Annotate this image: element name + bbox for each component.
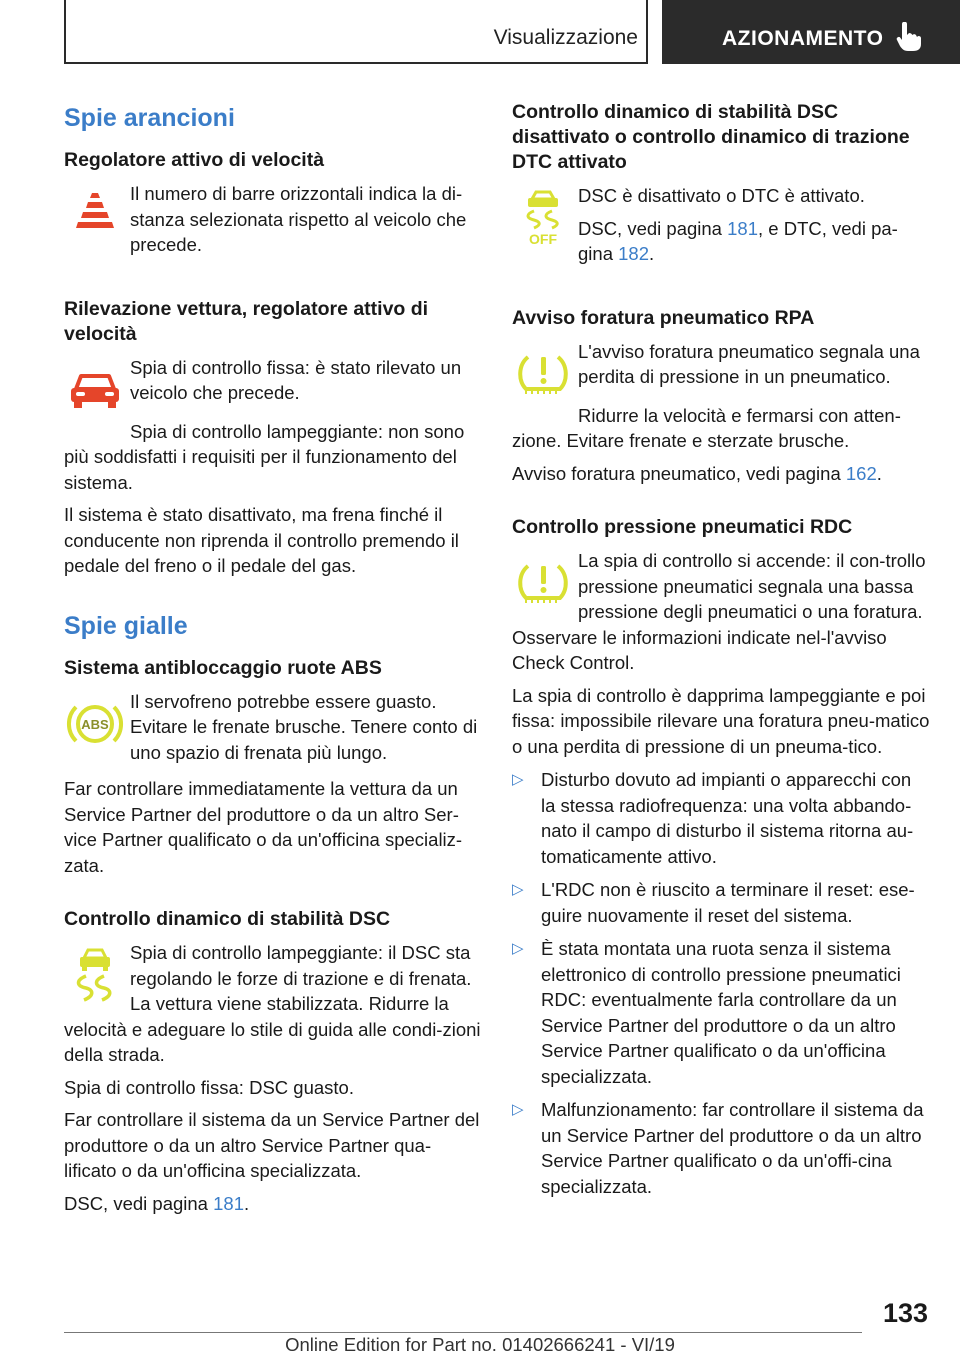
dsc-skid-icon [64,944,126,1004]
footer-divider [64,1332,862,1333]
detect-block [64,355,482,419]
tire-pressure-rdc-icon [512,552,574,612]
dsc-off-icon-text: OFF [529,231,557,247]
cruise-block [64,181,482,265]
list-item-text: Malfunzionamento: far controllare il sistema da un Service Partner del produttore o da un altro Service Partner qualificato o da un'offi-cina specializzata. [541,1099,924,1197]
rdc-title: Controllo pressione pneumatici RDC [512,516,853,538]
rpa-title: Avviso foratura pneumatico RPA [512,306,815,329]
rpa-text-1: L'avviso foratura pneumatico segnala una perdita di pressione in un pneumatico. [578,340,920,387]
dscoff-ref-a: DSC, vedi pagina [578,217,728,239]
dsc-reference [64,1191,482,1217]
list-item-text: È stata montata una ruota senza il sistema elettronico di controllo pressione pneumatici RDC: eventualmente farla controllare da un Service Partner del produttore o da un altro Service Partner qualificato o da un'officina specializzata. [541,938,901,1087]
dsc-text-1: Spia di controllo lampeggiante: il DSC sta regolando le forze di trazione e di frenata. La vettura viene stabilizzata. Ridurre la velocità e adeguare lo stile di guida alle condi-zioni della strada. [64,942,481,1065]
rdc-bullet-list [512,767,930,1199]
rpa-reference [512,461,930,487]
dsc-off-icon [512,187,574,247]
triangle-bullet-icon: ▷ [512,1101,524,1118]
rdc-text-2: La spia di controllo è dapprima lampeggiante e poi fissa: impossibile rilevare una foratura pneu-matico o una perdita di pressione di un pneuma-tico. [512,684,930,757]
dsc-ref-end: . [244,1192,250,1214]
right-column [512,100,930,1207]
abs-warning-icon [64,693,126,753]
left-column [64,100,482,1223]
detect-text-3: Il sistema è stato disattivato, ma frena finché il conducente non riprenda il controllo premendo il pedale del freno o il pedale del gas. [64,504,459,576]
cruise-text: Il numero di barre orizzontali indica la di-stanza selezionata rispetto al veicolo che precede. [130,183,467,255]
heading-yellow-lights: Spie gialle [64,611,188,640]
list-item-text: L'RDC non è riuscito a terminare il reset: ese-guire nuovamente il reset del sistema. [541,879,915,926]
dscoff-page-link-dtc[interactable]: 182 [618,243,649,264]
distance-bars-icon [64,185,126,245]
rpa-ref-end: . [876,462,882,484]
dscoff-reference [512,216,930,267]
list-item [512,936,930,1089]
chapter-tab[interactable] [662,0,960,64]
detect-text-1: Spia di controllo fissa: è stato rilevato un veicolo che precede. [130,356,462,403]
abs-block [64,689,482,773]
car-detected-icon [64,359,126,419]
dsc-text-3: Far controllare il sistema da un Service Partner del produttore o da un altro Service Partner qua-lificato o da un'officina specializzata. [64,1109,480,1181]
triangle-bullet-icon: ▷ [512,771,524,788]
detect-title: Rilevazione vettura, regolatore attivo di velocità [64,297,429,345]
dsc-block [64,940,482,1075]
list-item-text: Disturbo dovuto ad impianti o apparecchi con la stessa radiofrequenza: una volta abbando-nato il campo di disturbo il sistema ritorna au-tomaticamente attivo. [541,769,914,867]
footer-edition: Online Edition for Part no. 01402666241 - VI/19 [285,1334,675,1355]
triangle-bullet-icon: ▷ [512,881,524,898]
rpa-block [512,339,930,403]
dscoff-title: Controllo dinamico di stabilità DSC disattivato o controllo dinamico di trazione DTC attivato [512,101,910,173]
rdc-block [512,548,930,683]
rpa-text-2: Ridurre la velocità e fermarsi con atten-zione. Evitare frenate e sterzate brusche. [512,404,901,451]
dscoff-block [512,183,930,274]
dscoff-page-link-dsc[interactable]: 181 [727,217,758,239]
dscoff-ref-end: . [649,243,655,264]
heading-orange-lights: Spie arancioni [64,104,235,132]
rdc-text-1: La spia di controllo si accende: il con-trollo pressione pneumatici segnala una bassa pressione degli pneumatici o una foratura. Osservare le informazioni indicate nel-l'avviso Check Control. [512,550,926,673]
dsc-page-link[interactable]: 181 [213,1192,244,1214]
triangle-bullet-icon: ▷ [512,940,524,957]
rpa-ref-label: Avviso foratura pneumatico, vedi pagina [512,462,846,484]
list-item [512,1097,930,1199]
dsc-title: Controllo dinamico di stabilità DSC [64,908,391,930]
cruise-title: Regolatore attivo di velocità [64,149,325,171]
detect-text-2: Spia di controllo lampeggiante: non sono più soddisfatti i requisiti per il funzionamento del sistema. [64,420,465,493]
dscoff-ref-b: , e DTC, vedi pa-gina [578,217,898,264]
abs-text-2: Far controllare immediatamente la vettura da un Service Partner del produttore o da un altro Ser-vice Partner qualificato o da un'officina specializ-zata. [64,778,463,876]
rpa-page-link[interactable]: 162 [845,462,877,484]
abs-icon-text: ABS [81,716,109,732]
page-number: 133 [882,1298,928,1328]
header-section-title: Visualizzazione [493,26,638,49]
tire-pressure-icon [512,343,574,403]
list-item [512,767,930,869]
dsc-text-2: Spia di controllo fissa: DSC guasto. [64,1076,354,1098]
dscoff-text-1: DSC è disattivato o DTC è attivato. [578,185,865,206]
hand-pointer-icon [896,22,922,52]
list-item [512,877,930,928]
abs-title: Sistema antibloccaggio ruote ABS [64,656,382,679]
abs-text-1: Il servofreno potrebbe essere guasto. Evitare le frenate brusche. Tenere conto di uno spazio di frenata più lungo. [130,690,478,763]
chapter-tab-label: AZIONAMENTO [722,27,884,50]
dsc-ref-label: DSC, vedi pagina [64,1192,214,1214]
